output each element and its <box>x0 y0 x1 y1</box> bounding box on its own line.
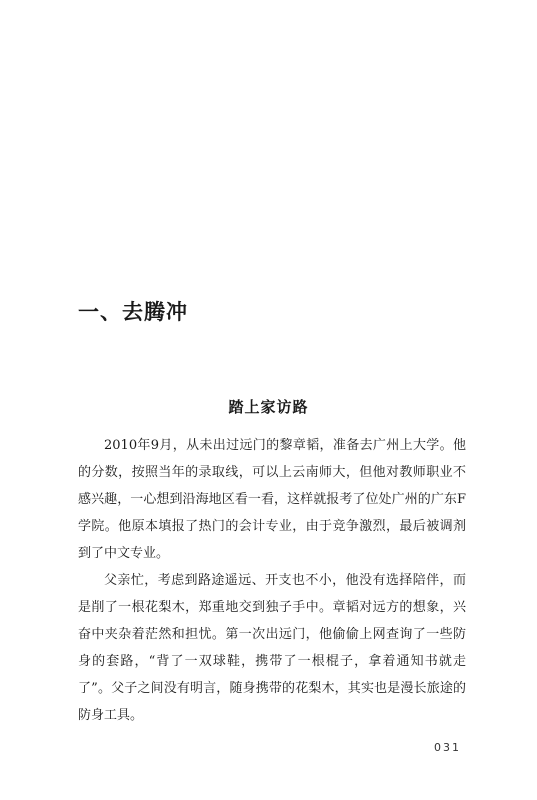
paragraph: 2010年9月，从未出过远门的黎章韬，准备去广州上大学。他的分数，按照当年的录取线，可以上云南师大，但他对教师职业不感兴趣，一心想到沿海地区看一看，这样就报考了位处广州的广东F学院。他原本填报了热门的会计专业，由于竞争激烈，最后被调剂到了中文专业。 <box>78 438 466 561</box>
body-text <box>78 432 466 729</box>
chapter-title: 一、去腾冲 <box>78 299 188 324</box>
page-number: 031 <box>434 741 461 754</box>
section-title: 踏上家访路 <box>228 398 309 416</box>
paragraph: 父亲忙，考虑到路途遥远、开支也不小，他没有选择陪伴，而是削了一根花梨木，郑重地交到独子手中。章韬对远方的想象，兴奋中夹杂着茫然和担忧。第一次出远门，他偷偷上网查询了一些防身的套路，“背了一双球鞋，携带了一根棍子，拿着通知书就走了”。父子之间没有明言，随身携带的花梨木，其实也是漫长旅途的防身工具。 <box>78 573 466 723</box>
